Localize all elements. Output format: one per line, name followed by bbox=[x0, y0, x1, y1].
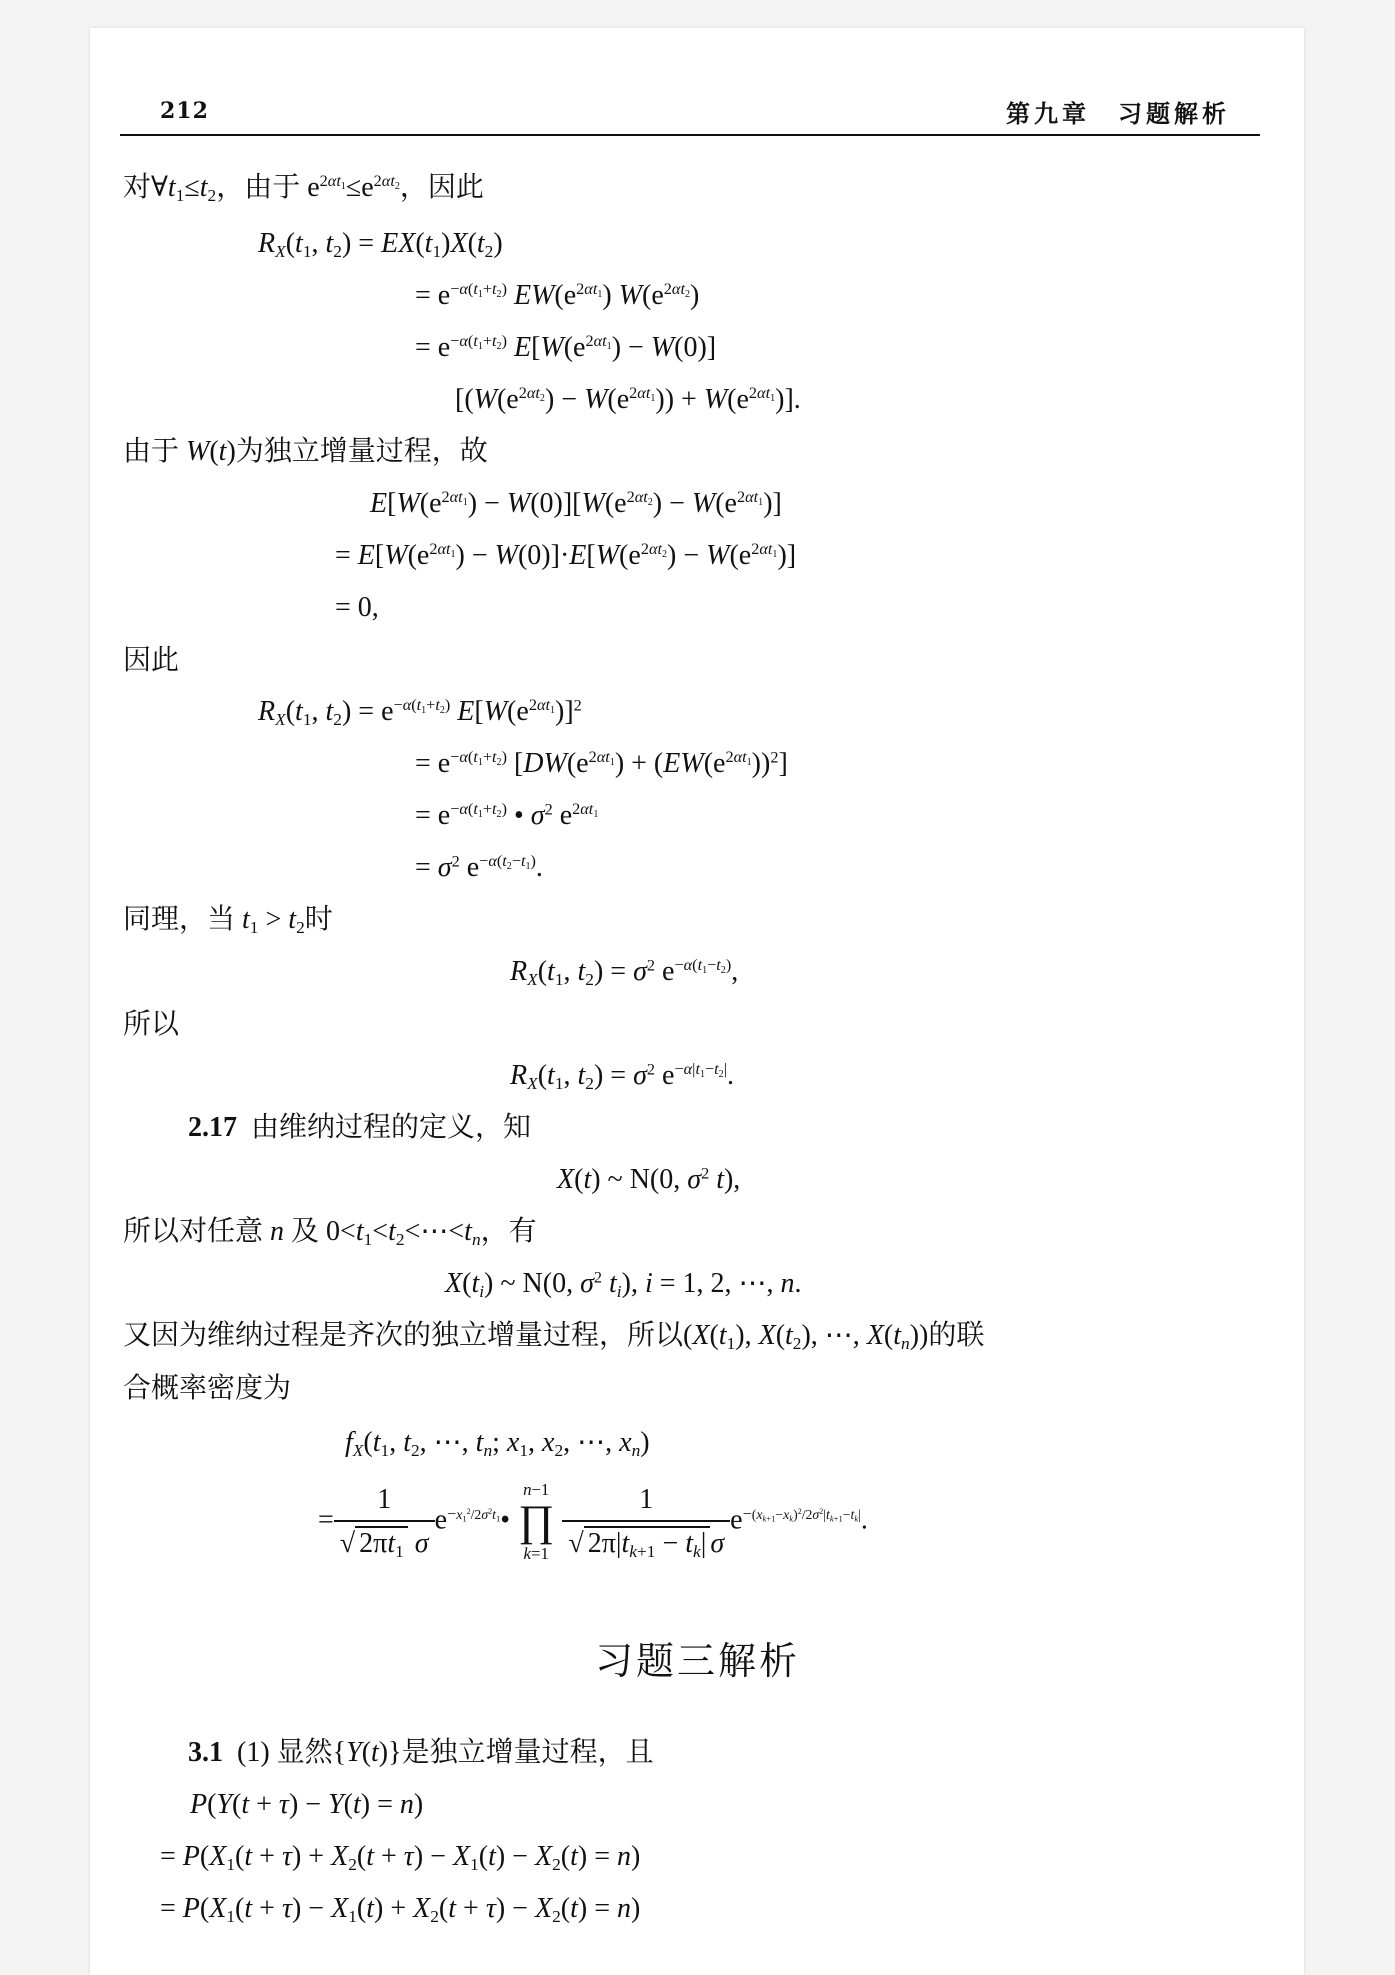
equation-line: $R_X(t_1$, $t_2) = \sigma^2$ $e^{-\alpha|t_1-t_2|}$. bbox=[510, 1060, 734, 1093]
equation-line: = $E[W(e^{2\alpha t_1}) - W(0)]\cdot E[W(e^{2\alpha t_2}) - W(e^{2\alpha t_1})]$ bbox=[335, 540, 797, 571]
text-fragment: ，因此 bbox=[399, 172, 484, 203]
equation-line: = $e^{-\alpha(t_1+t_2)}$ $[DW(e^{2\alpha t_1}) + (EW(e^{2\alpha t_1}))^2]$ bbox=[415, 748, 788, 779]
problem-line: 3.1 (1) 显然{Y(t)}是独立增量过程，且 bbox=[188, 1737, 654, 1768]
text-fragment: 时 bbox=[304, 904, 333, 935]
equation-line: = $e^{-\alpha(t_1+t_2)}$ $EW(e^{2\alpha t_1})$ $W(e^{2\alpha t_2})$ bbox=[415, 280, 700, 311]
problem-number: 2.17 bbox=[188, 1112, 237, 1143]
text-fragment: ，有 bbox=[480, 1216, 537, 1247]
text-line: 由于 W(t)为独立增量过程，故 bbox=[123, 436, 488, 467]
text-line: 同理，当 $t_1 > t_2$时 bbox=[123, 904, 333, 937]
text-fragment: 及 bbox=[291, 1216, 320, 1247]
fraction: $\frac{1}{√ 2\pi|t_{k+1} - t_k| \sigma}$ bbox=[562, 1480, 730, 1564]
text-fragment: 对∀ bbox=[123, 172, 168, 203]
equation-line: = $\frac{1}{√ 2\pi t_1 \sigma}$ $e^{-x_1^2/2\sigma^2t_1}•$ n−1 ∏ k=1 $\frac{1}{√ 2\pi|t_{k+1} - t_k| \sigma}$ $e^{-(x_{k+1}-x_k)^2/2\sigma^2|t_{k+1}-t_k|}$. bbox=[318, 1480, 868, 1563]
equation-line: $E[W(e^{2\alpha t_1}) - W(0)][W(e^{2\alpha t_2}) - W(e^{2\alpha t_1})]$ bbox=[370, 488, 782, 519]
equation-line: = $e^{-\alpha(t_1+t_2)}$ $E[W(e^{2\alpha t_1}) - W(0)]$ bbox=[415, 332, 717, 363]
page-header bbox=[120, 90, 1260, 136]
equation-line: $R_X(t_1$, $t_2) = EX(t_1)X(t_2)$ bbox=[258, 228, 503, 261]
text-line: 所以 bbox=[123, 1007, 180, 1040]
equation-line: X(t) ~ N(0, $\sigma^2$ t), bbox=[557, 1164, 741, 1195]
chapter-title: 第九章 习题解析 bbox=[1006, 99, 1230, 128]
text-fragment: 又因为维纳过程是齐次的独立增量过程，所以 bbox=[123, 1320, 684, 1351]
equation-line: = 0, bbox=[335, 592, 379, 623]
text-line: 合概率密度为 bbox=[123, 1371, 292, 1404]
equation-line: = $P(X_1(t + \tau) - X_1(t) + X_2(t + \tau) - X_2(t) = n)$ bbox=[160, 1893, 641, 1926]
text-fragment: 是独立增量过程，且 bbox=[401, 1737, 654, 1768]
problem-line bbox=[188, 1110, 531, 1146]
equation-line: = $P(X_1(t + \tau) + X_2(t + \tau) - X_1(t) - X_2(t) = n)$ bbox=[160, 1841, 641, 1874]
text-fragment: 由于 bbox=[123, 436, 180, 467]
text-fragment: (1) 显然 bbox=[237, 1737, 333, 1768]
text-line: 又因为维纳过程是齐次的独立增量过程，所以($X(t_1)$, $X(t_2)$, ⋯, $X(t_n)$)的联 bbox=[123, 1320, 985, 1353]
equation-line: $R_X(t_1$, $t_2) = \sigma^2$ $e^{-\alpha(t_1-t_2)}$, bbox=[510, 956, 739, 989]
fraction: $\frac{1}{√ 2\pi t_1 \sigma}$ bbox=[334, 1480, 435, 1564]
equation-line: $[(W(e^{2\alpha t_2}) - W(e^{2\alpha t_1})) + W(e^{2\alpha t_1})]$. bbox=[455, 384, 801, 415]
equation-line: $X(t_i)$ ~ N(0, $\sigma^2$ $t_i$), i = 1, 2, ⋯, n. bbox=[445, 1268, 802, 1301]
equation-line: P(Y(t + τ) − Y(t) = n) bbox=[190, 1789, 424, 1820]
problem-number: 3.1 bbox=[188, 1737, 223, 1768]
text-line: 对$\forall t_1\le t_2$，由于 $e^{2\alpha t_1}\le e^{2\alpha t_2}$，因此 bbox=[123, 172, 484, 205]
text-fragment: 同理，当 bbox=[123, 904, 236, 935]
equation-line: $f_X(t_1$, $t_2$, ⋯, $t_n$; $x_1$, $x_2$, ⋯, $x_n$) bbox=[345, 1427, 650, 1460]
text-fragment: 所以对任意 bbox=[123, 1216, 264, 1247]
text-fragment: 的联 bbox=[928, 1320, 985, 1351]
text-fragment: 由维纳过程的定义，知 bbox=[251, 1112, 532, 1143]
equation-line: $R_X(t_1$, $t_2) = e^{-\alpha(t_1+t_2)}$ $E[W(e^{2\alpha t_1})]^2$ bbox=[258, 696, 582, 729]
text-fragment: ，由于 bbox=[216, 172, 301, 203]
text-line: 因此 bbox=[123, 643, 180, 676]
text-fragment: 为独立增量过程，故 bbox=[235, 436, 488, 467]
section-heading: 习题三解析 bbox=[594, 1639, 800, 1683]
product-limits: n−1 ∏ k=1 bbox=[518, 1480, 555, 1563]
text-line: 所以对任意 n 及 $0<t_1<t_2<\cdots<t_n$，有 bbox=[123, 1216, 537, 1249]
equation-line: = $e^{-\alpha(t_1+t_2)}$ • $\sigma^2$ $e^{2\alpha t_1}$ bbox=[415, 800, 599, 831]
page-number: 212 bbox=[160, 98, 209, 124]
equation-line: = $\sigma^2$ $e^{-\alpha(t_2-t_1)}$. bbox=[415, 852, 543, 883]
